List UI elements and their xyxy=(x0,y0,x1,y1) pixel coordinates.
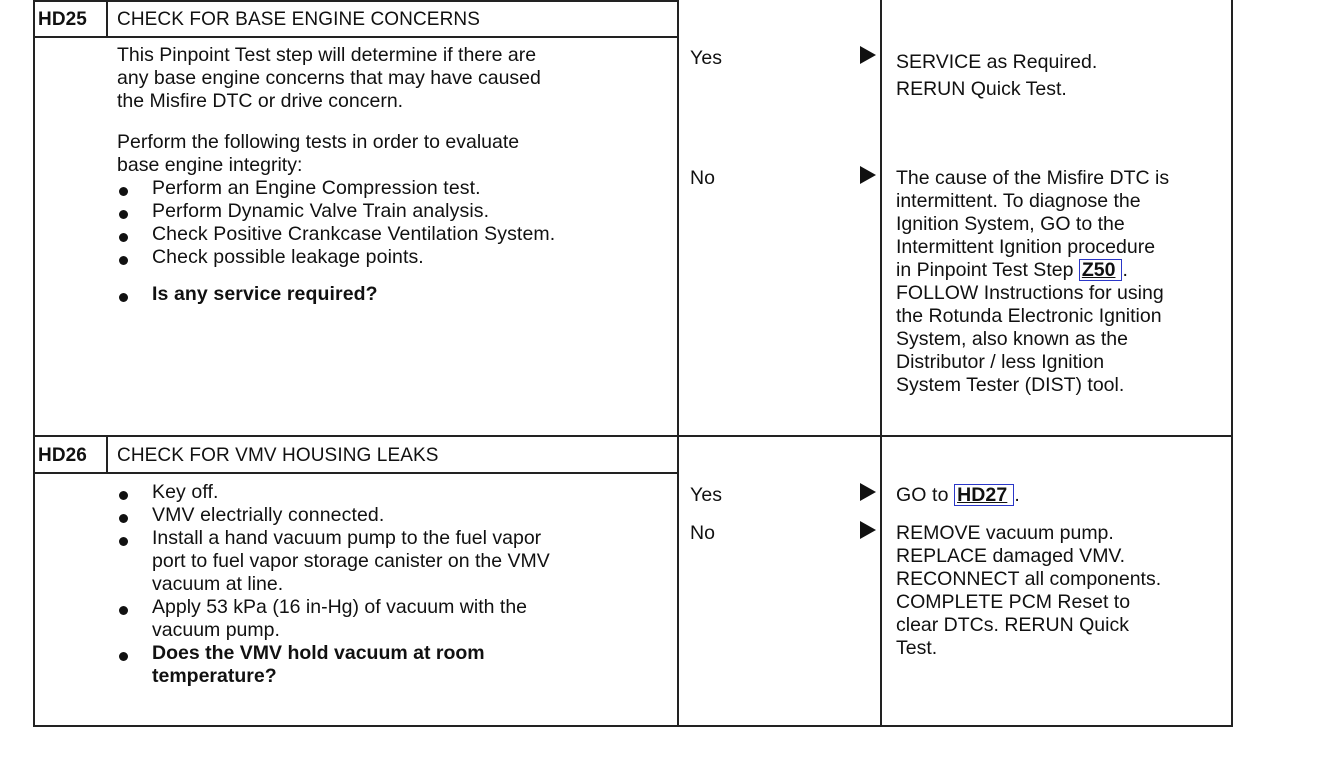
step-id-hd25: HD25 xyxy=(38,9,87,30)
arrow-right-icon xyxy=(860,46,876,64)
link-suffix: . xyxy=(1122,259,1128,281)
action-line: The cause of the Misfire DTC is xyxy=(896,167,1170,189)
hd25-header-bottom xyxy=(33,36,678,38)
bullet-icon xyxy=(119,293,128,302)
action-line-with-link xyxy=(896,259,1169,282)
action-line: intermittent. To diagnose the xyxy=(896,190,1141,212)
hd26-id-divider xyxy=(106,435,108,474)
bullet-line: vacuum at line. xyxy=(152,573,284,595)
action-prefix: GO to xyxy=(896,484,949,506)
hd26-bullet xyxy=(152,527,550,596)
hd26-header-top xyxy=(33,435,1233,437)
bullet-icon xyxy=(119,187,128,196)
hd26-yes-action xyxy=(896,484,1020,507)
table-top-border xyxy=(33,0,678,2)
hd26-answer-yes: Yes xyxy=(690,484,723,506)
hd25-intro-line: This Pinpoint Test step will determine if there are xyxy=(117,44,537,66)
action-line: FOLLOW Instructions for using xyxy=(896,282,1164,304)
bullet-line: port to fuel vapor storage canister on the VMV xyxy=(152,550,550,572)
link-prefix: in Pinpoint Test Step xyxy=(896,259,1074,281)
step-title-hd26: CHECK FOR VMV HOUSING LEAKS xyxy=(117,445,439,466)
hd26-no-action xyxy=(896,522,1161,660)
hd25-bullet: Perform Dynamic Valve Train analysis. xyxy=(152,200,490,222)
hd25-intro-line: the Misfire DTC or drive concern. xyxy=(117,90,404,112)
hd25-yes-action xyxy=(896,49,1097,103)
step-id-hd26: HD26 xyxy=(38,445,87,466)
action-line: Intermittent Ignition procedure xyxy=(896,236,1156,258)
hd26-question xyxy=(152,642,485,688)
hd25-question: Is any service required? xyxy=(152,283,378,305)
bullet-icon xyxy=(119,537,128,546)
arrow-right-icon xyxy=(860,166,876,184)
action-line: System Tester (DIST) tool. xyxy=(896,374,1125,396)
action-suffix: . xyxy=(1014,484,1020,506)
divider-action-col xyxy=(880,0,882,727)
action-line: System, also known as the xyxy=(896,328,1128,350)
action-line: SERVICE as Required. xyxy=(896,51,1098,73)
hd26-bullet: VMV electrially connected. xyxy=(152,504,385,526)
hd25-bullet: Check possible leakage points. xyxy=(152,246,424,268)
step-title-hd25: CHECK FOR BASE ENGINE CONCERNS xyxy=(117,9,480,30)
action-line: RERUN Quick Test. xyxy=(896,78,1067,100)
hd26-bullet: Key off. xyxy=(152,481,219,503)
action-line: clear DTCs. RERUN Quick xyxy=(896,614,1129,636)
bullet-icon xyxy=(119,514,128,523)
hd25-intro2 xyxy=(117,131,519,177)
action-line: Distributor / less Ignition xyxy=(896,351,1105,373)
action-line: Test. xyxy=(896,637,938,659)
bullet-icon xyxy=(119,256,128,265)
action-line: the Rotunda Electronic Ignition xyxy=(896,305,1162,327)
bullet-line: Install a hand vacuum pump to the fuel vapor xyxy=(152,527,542,549)
action-line: Ignition System, GO to the xyxy=(896,213,1125,235)
step-link-hd27[interactable]: HD27 xyxy=(954,484,1014,506)
bullet-icon xyxy=(119,652,128,661)
bullet-icon xyxy=(119,606,128,615)
hd25-answer-no: No xyxy=(690,167,716,189)
action-line: RECONNECT all components. xyxy=(896,568,1162,590)
hd26-header-bottom xyxy=(33,472,678,474)
hd25-intro-line: any base engine concerns that may have caused xyxy=(117,67,541,89)
hd26-bullet xyxy=(152,596,527,642)
bullet-line: Apply 53 kPa (16 in-Hg) of vacuum with the xyxy=(152,596,528,618)
bullet-icon xyxy=(119,233,128,242)
hd25-answer-yes: Yes xyxy=(690,47,723,69)
bullet-icon xyxy=(119,491,128,500)
action-line: REMOVE vacuum pump. xyxy=(896,522,1114,544)
divider-result-col xyxy=(677,0,679,727)
arrow-right-icon xyxy=(860,521,876,539)
hd25-bullet: Check Positive Crankcase Ventilation System. xyxy=(152,223,556,245)
action-line: COMPLETE PCM Reset to xyxy=(896,591,1131,613)
hd25-id-divider xyxy=(106,0,108,38)
question-line: Does the VMV hold vacuum at room xyxy=(152,642,485,664)
hd25-bullet: Perform an Engine Compression test. xyxy=(152,177,481,199)
bullet-icon xyxy=(119,210,128,219)
hd25-intro2-line: Perform the following tests in order to evaluate xyxy=(117,131,520,153)
hd26-answer-no: No xyxy=(690,522,716,544)
step-link-z50[interactable]: Z50 xyxy=(1079,259,1123,281)
hd25-intro xyxy=(117,44,541,113)
action-line: REPLACE damaged VMV. xyxy=(896,545,1126,567)
question-line: temperature? xyxy=(152,665,277,687)
bullet-line: vacuum pump. xyxy=(152,619,280,641)
hd25-no-action xyxy=(896,167,1169,397)
hd25-intro2-line: base engine integrity: xyxy=(117,154,303,176)
arrow-right-icon xyxy=(860,483,876,501)
